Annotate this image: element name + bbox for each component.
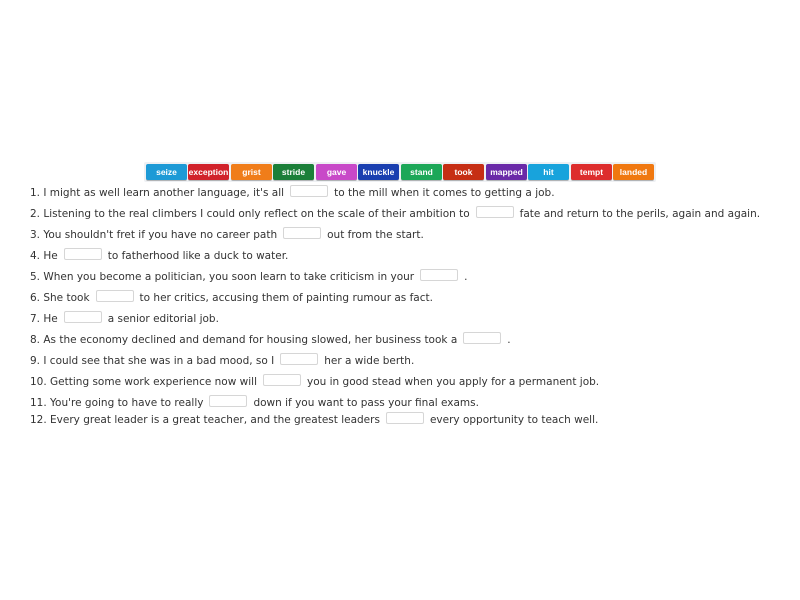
sentence-text-after: down if you want to pass your final exams. (253, 397, 479, 409)
sentence-11 (30, 395, 479, 410)
sentence-text-after: out from the start. (327, 229, 424, 241)
sentence-text-before: 6. She took (30, 292, 90, 304)
word-chip[interactable]: tempt (571, 164, 612, 180)
answer-blank[interactable] (463, 332, 501, 344)
word-chip[interactable]: grist (231, 164, 272, 180)
sentence-text-after: her a wide berth. (324, 355, 415, 367)
word-chip[interactable]: stride (273, 164, 314, 180)
sentence-7 (30, 311, 219, 326)
answer-blank[interactable] (263, 374, 301, 386)
sentence-8 (30, 332, 511, 347)
sentence-text-before: 7. He (30, 313, 58, 325)
word-chip[interactable]: hit (528, 164, 569, 180)
sentence-text-after: . (464, 271, 468, 283)
word-bank (144, 162, 656, 182)
word-chip[interactable]: exception (188, 164, 229, 180)
word-chip[interactable]: gave (316, 164, 357, 180)
sentence-text-before: 8. As the economy declined and demand for housing slowed, her business took a (30, 334, 458, 346)
answer-blank[interactable] (386, 412, 424, 424)
answer-blank[interactable] (283, 227, 321, 239)
word-chip[interactable]: landed (613, 164, 654, 180)
answer-blank[interactable] (209, 395, 247, 407)
sentence-text-before: 10. Getting some work experience now will (30, 376, 257, 388)
sentence-text-after: you in good stead when you apply for a permanent job. (307, 376, 600, 388)
answer-blank[interactable] (420, 269, 458, 281)
word-chip[interactable]: mapped (486, 164, 527, 180)
sentence-text-after: fate and return to the perils, again and again. (519, 208, 761, 220)
sentence-text-before: 11. You're going to have to really (30, 397, 204, 409)
sentence-9 (30, 353, 414, 368)
sentence-3 (30, 227, 424, 242)
answer-blank[interactable] (280, 353, 318, 365)
sentence-2 (30, 206, 760, 221)
sentence-4 (30, 248, 288, 263)
sentence-text-before: 1. I might as well learn another language, it's all (30, 187, 285, 199)
answer-blank[interactable] (96, 290, 134, 302)
sentence-5 (30, 269, 467, 284)
sentence-text-after: every opportunity to teach well. (429, 414, 599, 426)
answer-blank[interactable] (290, 185, 328, 197)
word-chip[interactable]: knuckle (358, 164, 399, 180)
sentence-text-before: 9. I could see that she was in a bad mood, so I (30, 355, 275, 367)
sentence-1 (30, 185, 555, 200)
word-chip[interactable]: took (443, 164, 484, 180)
sentence-12 (30, 412, 598, 427)
sentence-text-after: to her critics, accusing them of painting rumour as fact. (139, 292, 433, 304)
word-chip[interactable]: seize (146, 164, 187, 180)
answer-blank[interactable] (64, 248, 102, 260)
answer-blank[interactable] (476, 206, 514, 218)
sentence-text-before: 5. When you become a politician, you soon learn to take criticism in your (30, 271, 415, 283)
sentence-text-before: 2. Listening to the real climbers I could only reflect on the scale of their ambition to (30, 208, 470, 220)
sentence-text-after: a senior editorial job. (107, 313, 219, 325)
sentence-10 (30, 374, 599, 389)
word-chip[interactable]: stand (401, 164, 442, 180)
sentence-text-after: to fatherhood like a duck to water. (107, 250, 289, 262)
sentence-text-after: . (507, 334, 511, 346)
answer-blank[interactable] (64, 311, 102, 323)
sentence-text-before: 3. You shouldn't fret if you have no career path (30, 229, 278, 241)
sentence-text-after: to the mill when it comes to getting a job. (334, 187, 555, 199)
sentence-text-before: 4. He (30, 250, 58, 262)
sentence-6 (30, 290, 433, 305)
sentence-text-before: 12. Every great leader is a great teacher, and the greatest leaders (30, 414, 380, 426)
